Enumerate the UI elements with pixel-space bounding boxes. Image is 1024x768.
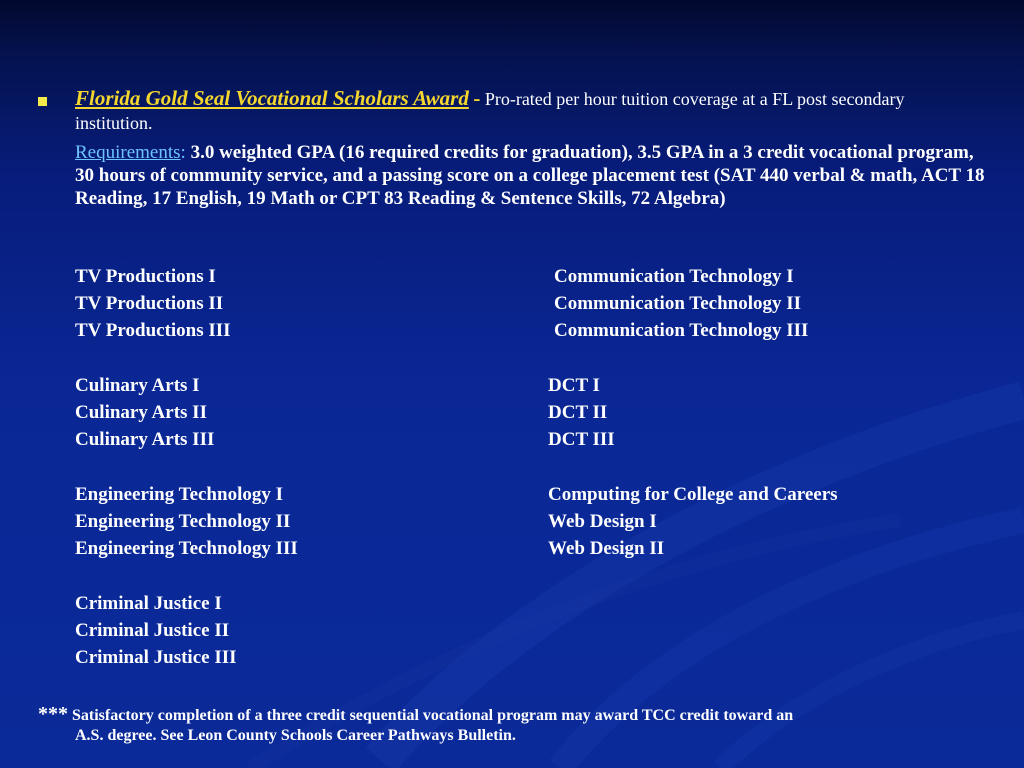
course-eng-3: Engineering Technology III [75,538,298,559]
course-web-1: Computing for College and Careers [548,484,838,505]
course-dct-2: DCT II [548,402,608,423]
course-dct-1: DCT I [548,375,600,396]
award-bullet [75,86,980,135]
award-dash: - [473,86,481,110]
award-title[interactable]: Florida Gold Seal Vocational Scholars Award [75,86,469,110]
course-culinary-1: Culinary Arts I [75,375,200,396]
course-comm-1: Communication Technology I [554,266,794,287]
footnote [38,704,978,746]
requirements-colon: : [180,142,186,163]
course-culinary-3: Culinary Arts III [75,429,215,450]
course-dct-3: DCT III [548,429,615,450]
footnote-line-2: A.S. degree. See Leon County Schools Career Pathways Bulletin. [75,727,516,744]
course-culinary-2: Culinary Arts II [75,402,207,423]
requirements-link[interactable]: Requirements [75,142,181,163]
course-tv-1: TV Productions I [75,266,216,287]
requirements-paragraph [75,141,990,210]
course-cj-2: Criminal Justice II [75,620,230,641]
award-description: Pro-rated per hour tuition coverage at a FL post secondary institution. [75,89,905,133]
footnote-line-1: Satisfactory completion of a three credit sequential vocational program may award TCC credit toward an [72,707,794,724]
course-tv-2: TV Productions II [75,293,224,314]
requirements-text: 3.0 weighted GPA (16 required credits for graduation), 3.5 GPA in a 3 credit vocational program, 30 hours of community service, and a passing score on a college placement test (SAT 440 verbal & math, ACT 18 Reading, 17 English, 19 Math or CPT 83 Reading & Sentence Skills, 72 Algebra) [75,142,985,209]
course-eng-1: Engineering Technology I [75,484,283,505]
footnote-stars: *** [38,703,68,725]
course-tv-3: TV Productions III [75,320,231,341]
course-comm-2: Communication Technology II [554,293,802,314]
course-comm-3: Communication Technology III [554,320,809,341]
course-cj-1: Criminal Justice I [75,593,222,614]
course-web-3: Web Design II [548,538,665,559]
course-eng-2: Engineering Technology II [75,511,291,532]
course-web-2: Web Design I [548,511,657,532]
square-bullet-icon [38,97,47,106]
course-cj-3: Criminal Justice III [75,647,237,668]
